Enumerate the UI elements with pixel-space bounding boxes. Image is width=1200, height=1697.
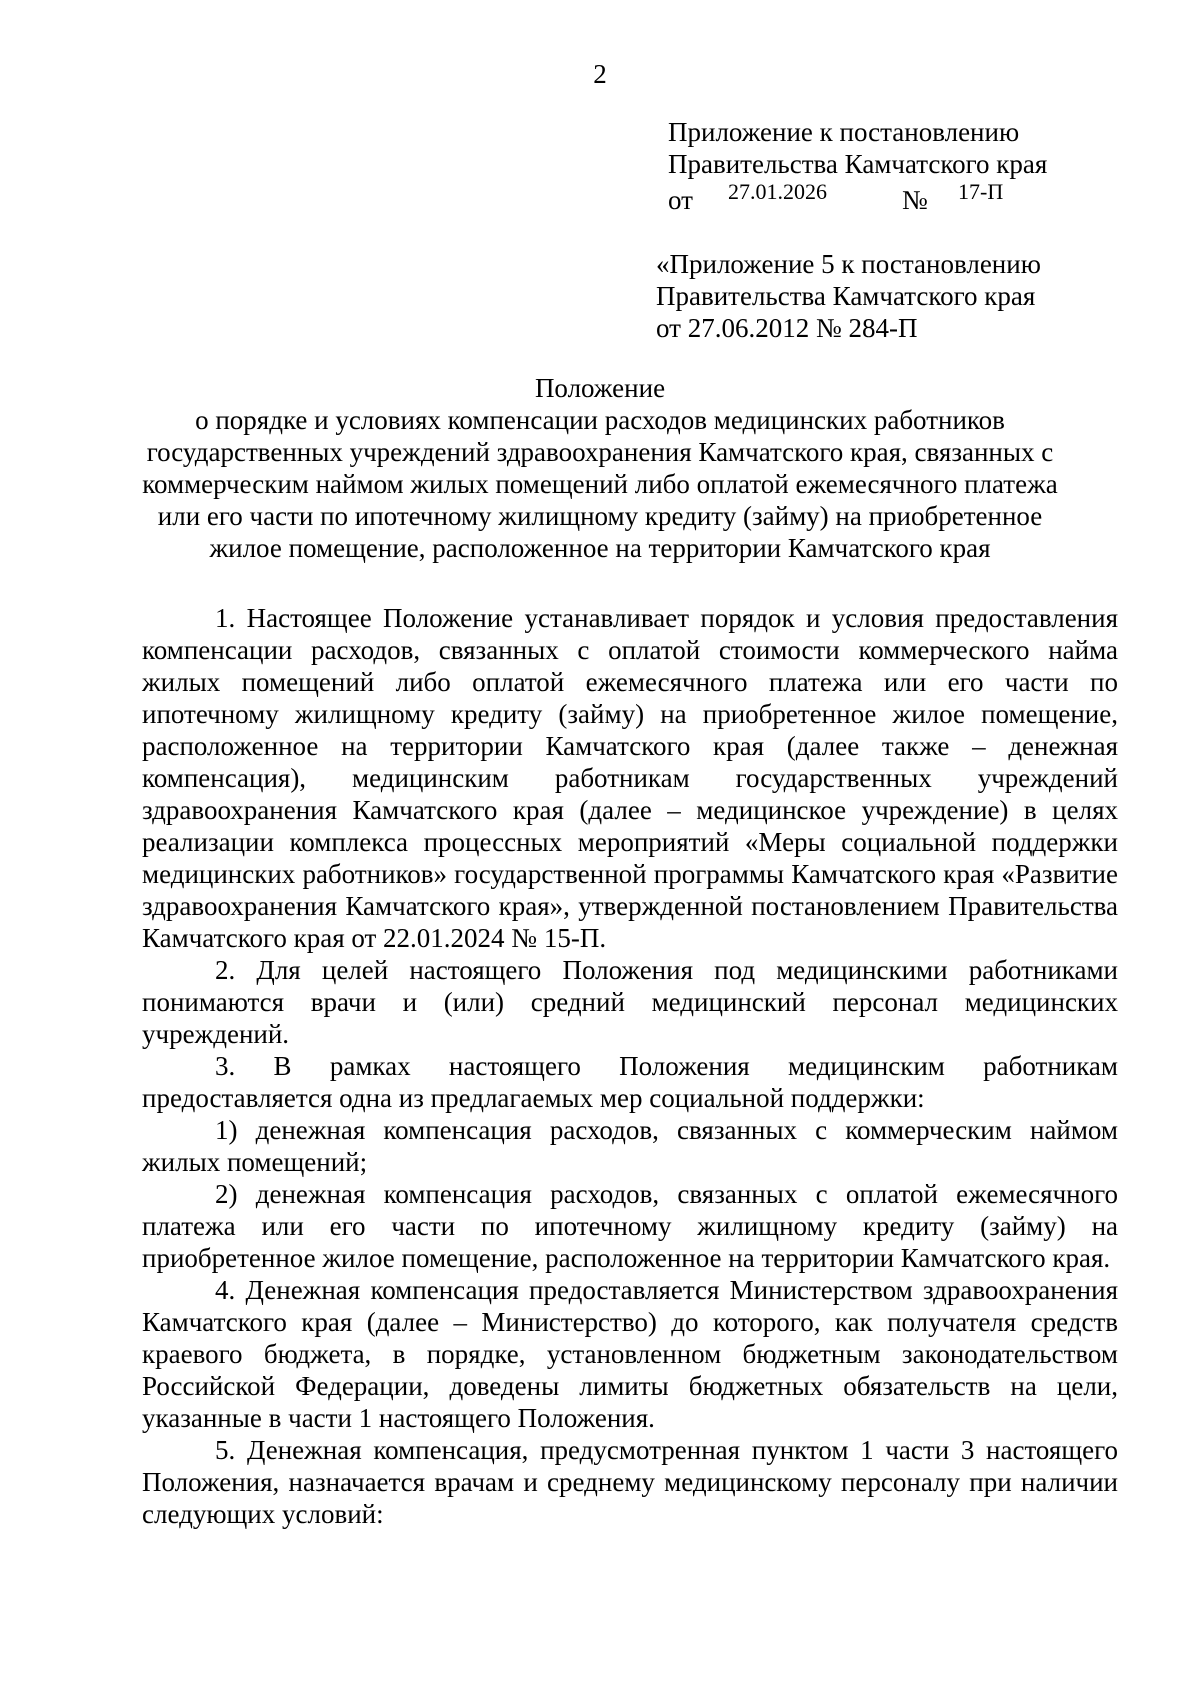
appendix-line-1: Приложение к постановлению (668, 117, 1020, 147)
quoted-appendix-block (656, 248, 1041, 344)
number-label: № (902, 185, 928, 215)
title-line: жилое помещение, расположенное на территории Камчатского края (209, 533, 991, 563)
title-line: о порядке и условиях компенсации расходов медицинских работников (195, 405, 1005, 435)
paragraph-3-item-1: 1) денежная компенсация расходов, связанных с коммерческим наймом жилых помещений; (142, 1115, 1118, 1177)
title-line: коммерческим наймом жилых помещений либо оплатой ежемесячного платежа (142, 469, 1058, 499)
document-body (142, 602, 1118, 1530)
appendix-line-2: Правительства Камчатского края (668, 149, 1048, 179)
title-line: государственных учреждений здравоохранения Камчатского края, связанных с (146, 437, 1054, 467)
paragraph-4: 4. Денежная компенсация предоставляется Министерством здравоохранения Камчатского края (далее – Министерство) до которого, как получателя средств краевого бюджета, в порядке, установленном бюджетным законодательством Российской Федерации, доведены лимиты бюджетных обязательств на цели, указанные в части 1 настоящего Положения. (142, 1275, 1118, 1433)
document-title (140, 372, 1060, 564)
quoted-appendix-line-2: Правительства Камчатского края (656, 281, 1036, 311)
registration-number: 17-П (958, 179, 1004, 204)
quoted-appendix-line-1: «Приложение 5 к постановлению (656, 249, 1041, 279)
paragraph-1: 1. Настоящее Положение устанавливает порядок и условия предоставления компенсации расходов, связанных с оплатой стоимости коммерческого найма жилых помещений либо оплатой ежемесячного платежа или его части по ипотечному жилищному кредиту (займу) на приобретенное жилое помещение, расположенное на территории Камчатского края (далее также – денежная компенсация), медицинским работникам государственных учреждений здравоохранения Камчатского края (далее – медицинское учреждение) в целях реализации комплекса процессных мероприятий «Меры социальной поддержки медицинских работников» государственной программы Камчатского края «Развитие здравоохранения Камчатского края», утвержденной постановлением Правительства Камчатского края от 22.01.2024 № 15-П. (142, 603, 1118, 953)
paragraph-3-item-2: 2) денежная компенсация расходов, связанных с оплатой ежемесячного платежа или его части по ипотечному жилищному кредиту (займу) на приобретенное жилое помещение, расположенное на территории Камчатского края. (142, 1179, 1118, 1273)
paragraph-5: 5. Денежная компенсация, предусмотренная пунктом 1 части 3 настоящего Положения, назначается врачам и среднему медицинскому персоналу при наличии следующих условий: (142, 1435, 1118, 1529)
date-label: от (668, 185, 693, 215)
title-line: или его части по ипотечному жилищному кредиту (займу) на приобретенное (157, 501, 1043, 531)
appendix-block (668, 116, 1048, 215)
registration-row (668, 179, 1047, 215)
paragraph-3: 3. В рамках настоящего Положения медицинским работникам предоставляется одна из предлагаемых мер социальной поддержки: (142, 1051, 1118, 1113)
page-number: 2 (593, 59, 607, 89)
registration-date: 27.01.2026 (728, 179, 827, 204)
quoted-appendix-line-3: от 27.06.2012 № 284-П (656, 313, 918, 343)
paragraph-2: 2. Для целей настоящего Положения под медицинскими работниками понимаются врачи и (или) средний медицинский персонал медицинских учреждений. (142, 955, 1118, 1049)
title-heading: Положение (534, 373, 666, 403)
